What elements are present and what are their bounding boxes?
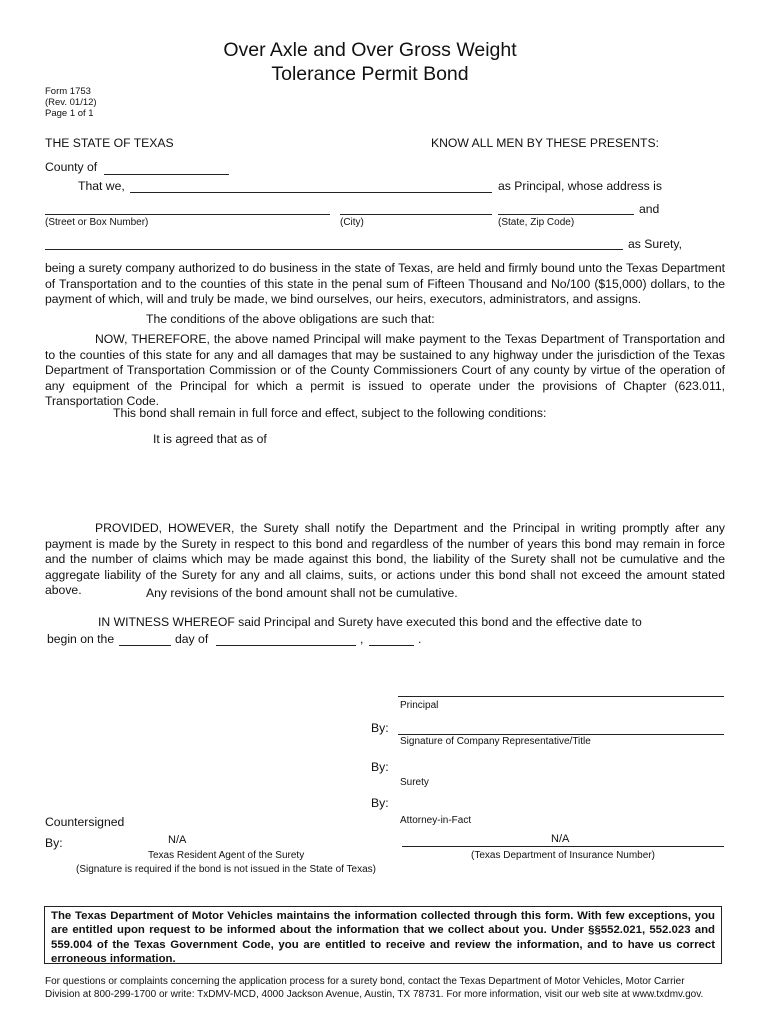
surety-label: Surety xyxy=(400,777,429,788)
by-label-3: By: xyxy=(371,796,389,810)
provided-paragraph: PROVIDED, HOWEVER, the Surety shall notify the Department and the Principal in writing promptly after any payment is made by the Surety in respect to this bond and regardless of the number of years this bond may remain in force and the number of claims which may be made against this bond, the liability of the Surety shall not be cumulative and the aggregate liability of the Surety for any and all claims, suits, or actions under this bond shall not exceed the amount stated above. xyxy=(45,521,725,597)
know-all-men: KNOW ALL MEN BY THESE PRESENTS: xyxy=(431,136,660,150)
begin-on-label: begin on the xyxy=(47,632,115,646)
principal-name-field[interactable] xyxy=(130,192,492,193)
form-number: Form 1753 xyxy=(45,86,91,97)
that-we-label: That we, xyxy=(78,179,125,193)
tdi-na-value: N/A xyxy=(551,833,570,845)
tdi-number-line[interactable] xyxy=(402,846,724,847)
street-label: (Street or Box Number) xyxy=(45,217,149,228)
agent-note: (Signature is required if the bond is not issued in the State of Texas) xyxy=(76,864,376,875)
title-line-2: Tolerance Permit Bond xyxy=(271,63,469,85)
attorney-label: Attorney-in-Fact xyxy=(400,815,472,826)
agreed-line: It is agreed that as of xyxy=(153,432,267,446)
witness-line: IN WITNESS WHEREOF said Principal and Surety have executed this bond and the effective date to xyxy=(98,615,642,629)
state-zip-label: (State, Zip Code) xyxy=(498,217,575,228)
form-revision: (Rev. 01/12) xyxy=(45,97,97,108)
representative-label: Signature of Company Representative/Title xyxy=(400,736,591,747)
surety-name-field[interactable] xyxy=(45,249,623,250)
page-number: Page 1 of 1 xyxy=(45,108,94,119)
by-label-2: By: xyxy=(371,760,389,774)
city-field[interactable] xyxy=(340,214,492,215)
revisions-line: Any revisions of the bond amount shall not be cumulative. xyxy=(146,586,458,600)
year-field[interactable] xyxy=(369,645,414,646)
now-therefore-paragraph: NOW, THEREFORE, the above named Principal will make payment to the Texas Department of Transportation and to the counties of this state for any and all damages that may be sustained to any highway under the jurisdiction of the Texas Department of Transportation Commission or of the County Commissioners Court of any county by virtue of the operation of any equipment of the Principal for which a permit is issued to operate under the provisions of Chapter (623.011, Transportation Code. xyxy=(45,332,725,408)
principal-signature-line[interactable] xyxy=(398,696,724,697)
privacy-notice-box xyxy=(44,906,722,964)
day-of-label: day of xyxy=(175,632,209,646)
privacy-notice-text: The Texas Department of Motor Vehicles maintains the information collected through this form. With few exceptions, you are entitled upon request to be informed about the information that we collect about you. Under §§552.021, 552.023 and 559.004 of the Texas Government Code, you are entitled to receive and review the information, and to have us correct erroneous information. xyxy=(51,910,715,965)
month-field[interactable] xyxy=(216,645,356,646)
period: . xyxy=(418,632,422,646)
street-field[interactable] xyxy=(45,214,330,215)
as-surety-label: as Surety, xyxy=(628,237,682,251)
surety-paragraph: being a surety company authorized to do business in the state of Texas, are held and firmly bound unto the Texas Department of Transportation and to the counties of this state in the penal sum of Fifteen Thousand and No/100 ($15,000) dollars, to the payment of which, will and truly be made, we bind ourselves, our heirs, executors, administrators, and assigns. xyxy=(45,261,725,306)
tdi-label: (Texas Department of Insurance Number) xyxy=(471,850,655,861)
day-field[interactable] xyxy=(119,645,171,646)
footer-line-1: For questions or complaints concerning the application process for a surety bond, contact the Texas Department of Motor Vehicles, Motor Carrier xyxy=(45,976,685,987)
conditions-line: The conditions of the above obligations are such that: xyxy=(146,312,435,326)
and-label: and xyxy=(639,202,660,216)
city-label: (City) xyxy=(340,217,364,228)
full-force-line: This bond shall remain in full force and effect, subject to the following conditions: xyxy=(113,406,547,420)
county-field[interactable] xyxy=(104,174,229,175)
state-of-texas: THE STATE OF TEXAS xyxy=(45,136,174,150)
county-label: County of xyxy=(45,160,98,174)
countersigned-label: Countersigned xyxy=(45,815,125,829)
by-label-agent: By: xyxy=(45,836,63,850)
footer-line-2: Division at 800-299-1700 or write: TxDMV-MCD, 4000 Jackson Avenue, Austin, TX 78731. For more information, visit our web site at www.txdmv.gov. xyxy=(45,989,704,1000)
agent-label: Texas Resident Agent of the Surety xyxy=(148,850,305,861)
state-zip-field[interactable] xyxy=(498,214,634,215)
principal-label: Principal xyxy=(400,700,439,711)
by-label-1: By: xyxy=(371,721,389,735)
agent-na-value: N/A xyxy=(168,834,187,846)
title-line-1: Over Axle and Over Gross Weight xyxy=(223,39,517,61)
as-principal-label: as Principal, whose address is xyxy=(498,179,662,193)
comma: , xyxy=(360,632,364,646)
